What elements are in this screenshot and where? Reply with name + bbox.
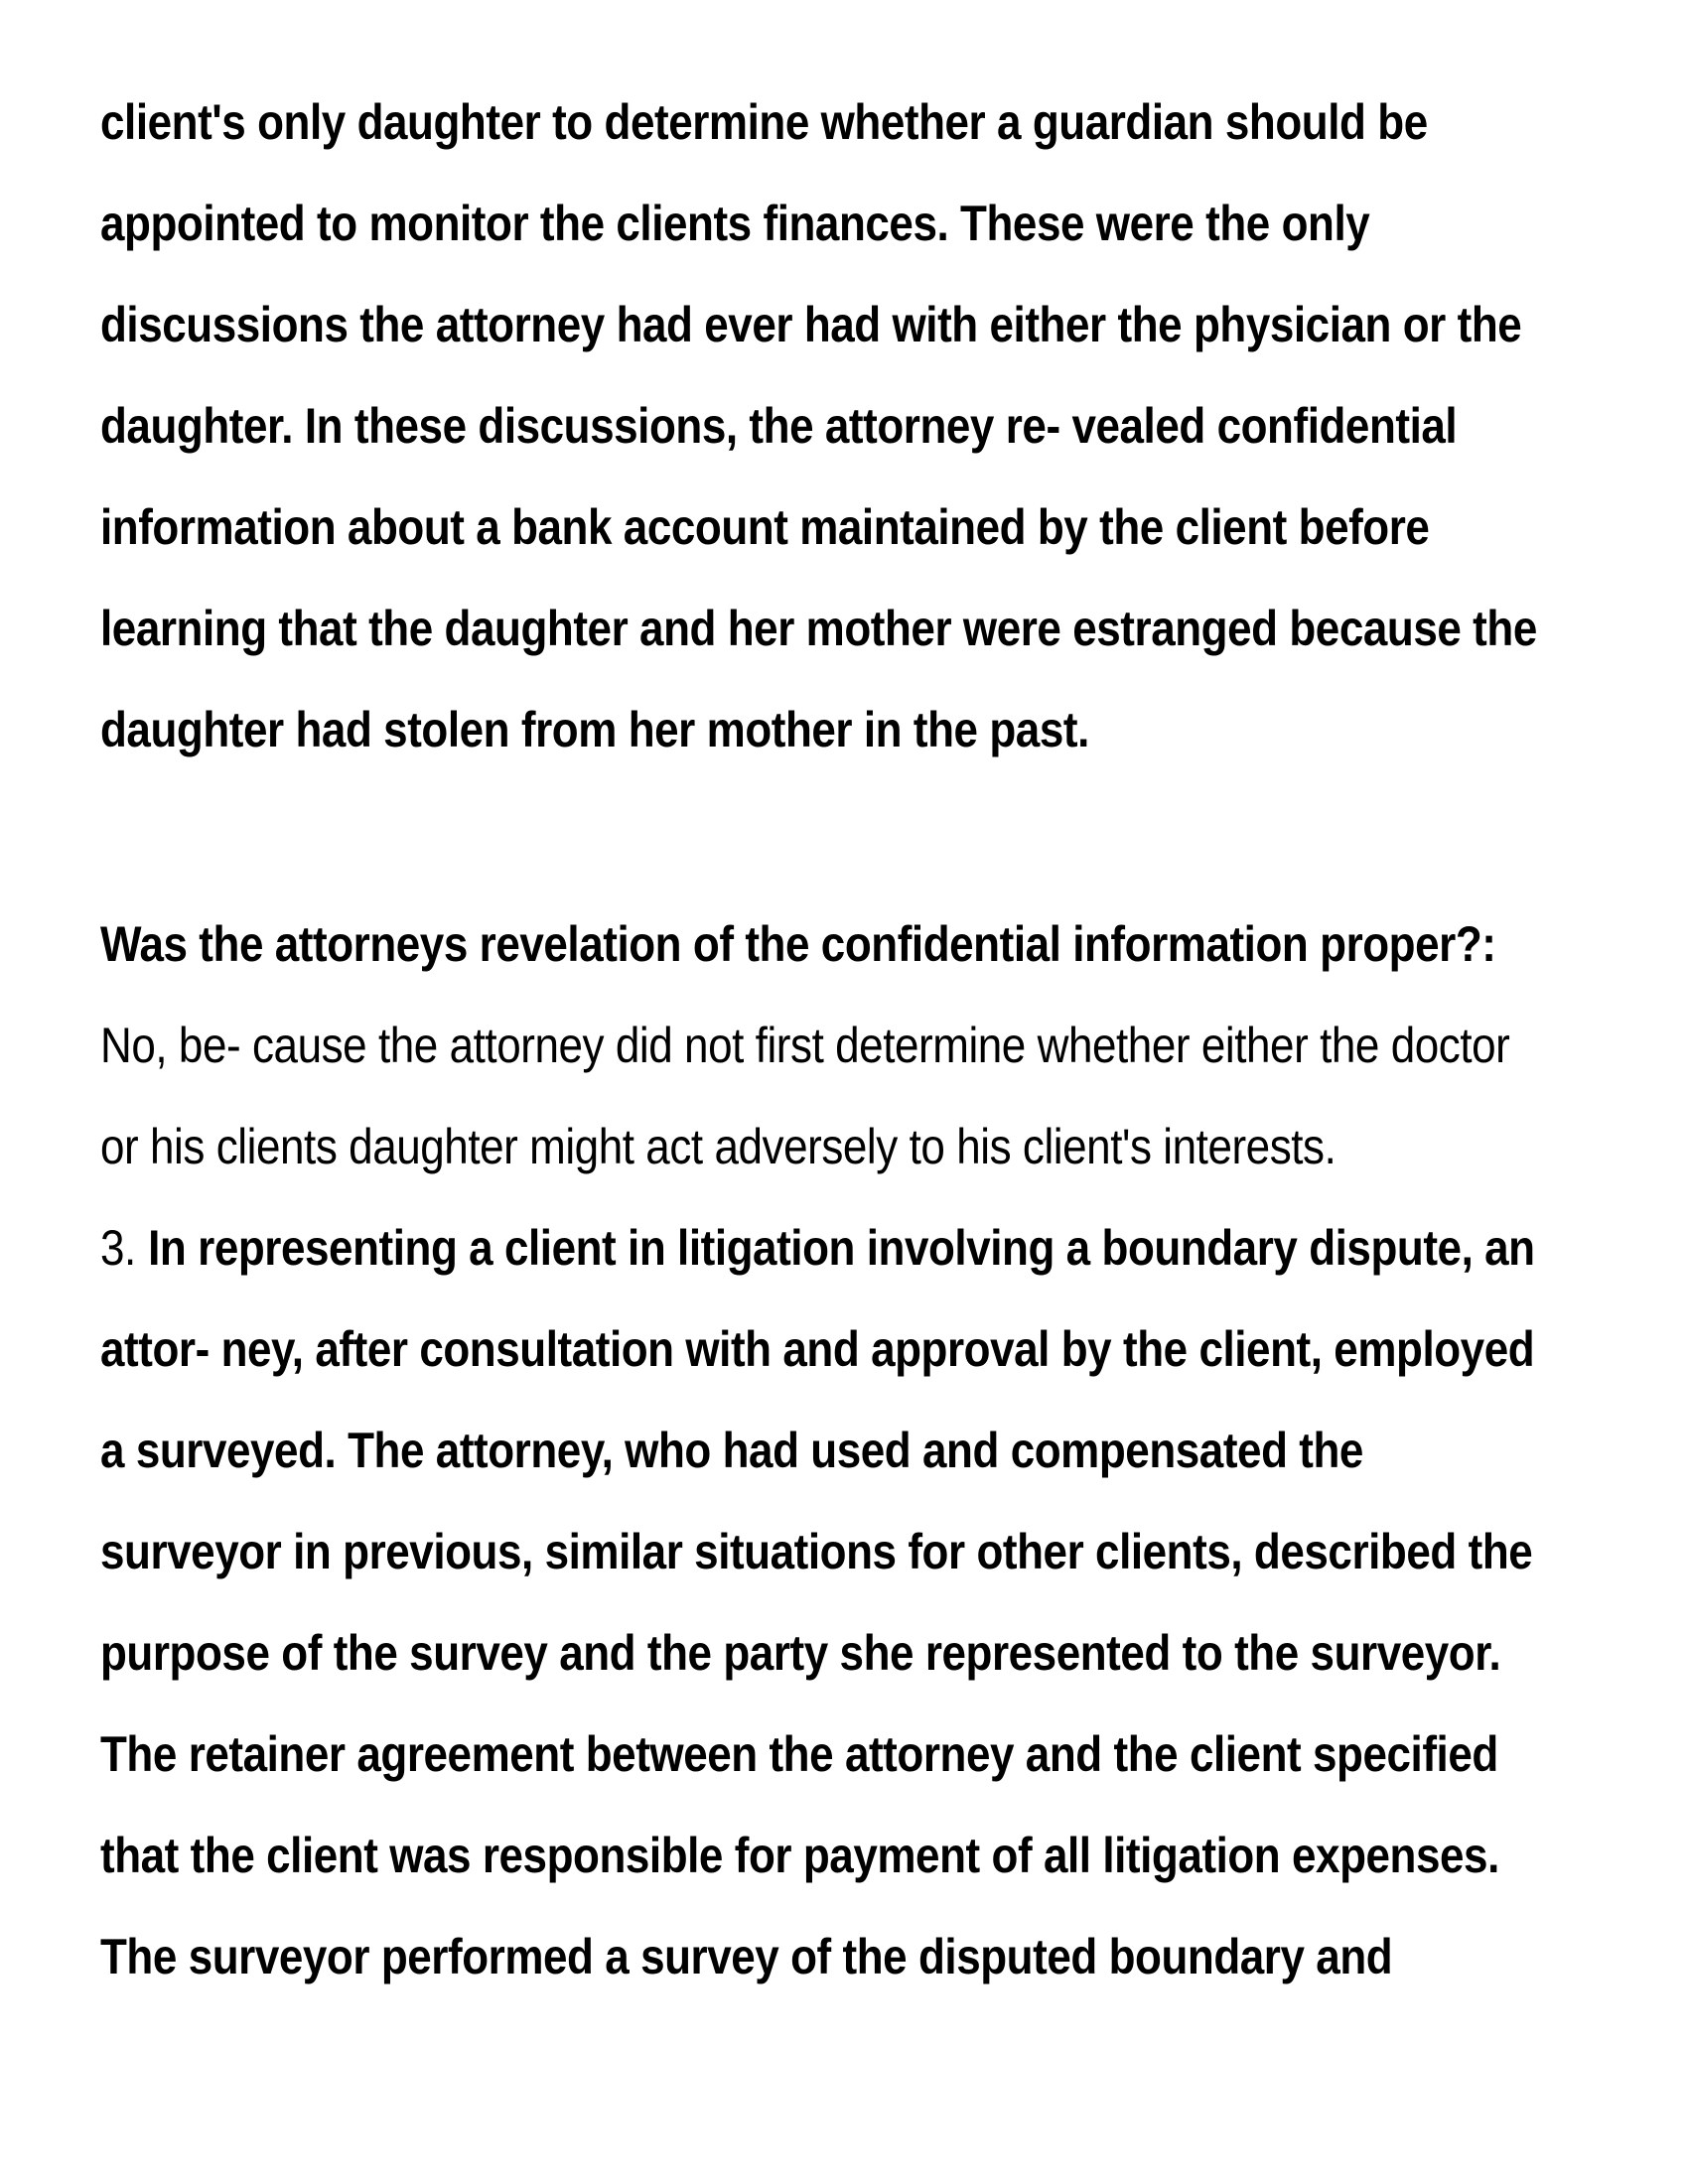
question-2-body-line: daughter. In these discussions, the attorney re- vealed confidential [100,398,1458,454]
question-2-body-line: discussions the attorney had ever had with either the physician or the [100,297,1522,352]
paragraph-spacer [100,780,1673,893]
question-2-body-line: information about a bank account maintained by the client before [100,499,1430,555]
question-2-answer-line: or his clients daughter might act adversely to his client's interests. [100,1119,1336,1174]
question-2-prompt: Was the attorneys revelation of the confidential information proper?: [100,916,1496,972]
question-3-body-line: surveyor in previous, similar situations for other clients, described the [100,1524,1533,1579]
question-3-body-line: purpose of the survey and the party she represented to the surveyor. [100,1625,1501,1681]
question-2-body-line: appointed to monitor the clients finances. These were the only [100,196,1370,251]
document-page [100,71,1673,2007]
question-2-body-line: daughter had stolen from her mother in the past. [100,702,1089,757]
question-3-body-line: attor- ney, after consultation with and approval by the client, employed [100,1321,1535,1377]
question-3-body-line: The retainer agreement between the attorney and the client specified [100,1726,1498,1782]
question-2-answer-line: No, be- cause the attorney did not first determine whether either the doctor [100,1018,1510,1073]
question-3-opening: In representing a client in litigation involving a boundary dispute, an [148,1220,1535,1276]
question-3-body-line: a surveyed. The attorney, who had used and compensated the [100,1423,1363,1478]
question-3-number: 3. [100,1220,136,1276]
question-3-body-line: The surveyor performed a survey of the disputed boundary and [100,1929,1393,1984]
question-3-first-line [100,1197,1673,1298]
question-2-body-line: client's only daughter to determine whether a guardian should be [100,94,1428,150]
question-2-body-line: learning that the daughter and her mother were estranged because the [100,601,1537,656]
question-3-body-line: that the client was responsible for payment of all litigation expenses. [100,1828,1499,1883]
